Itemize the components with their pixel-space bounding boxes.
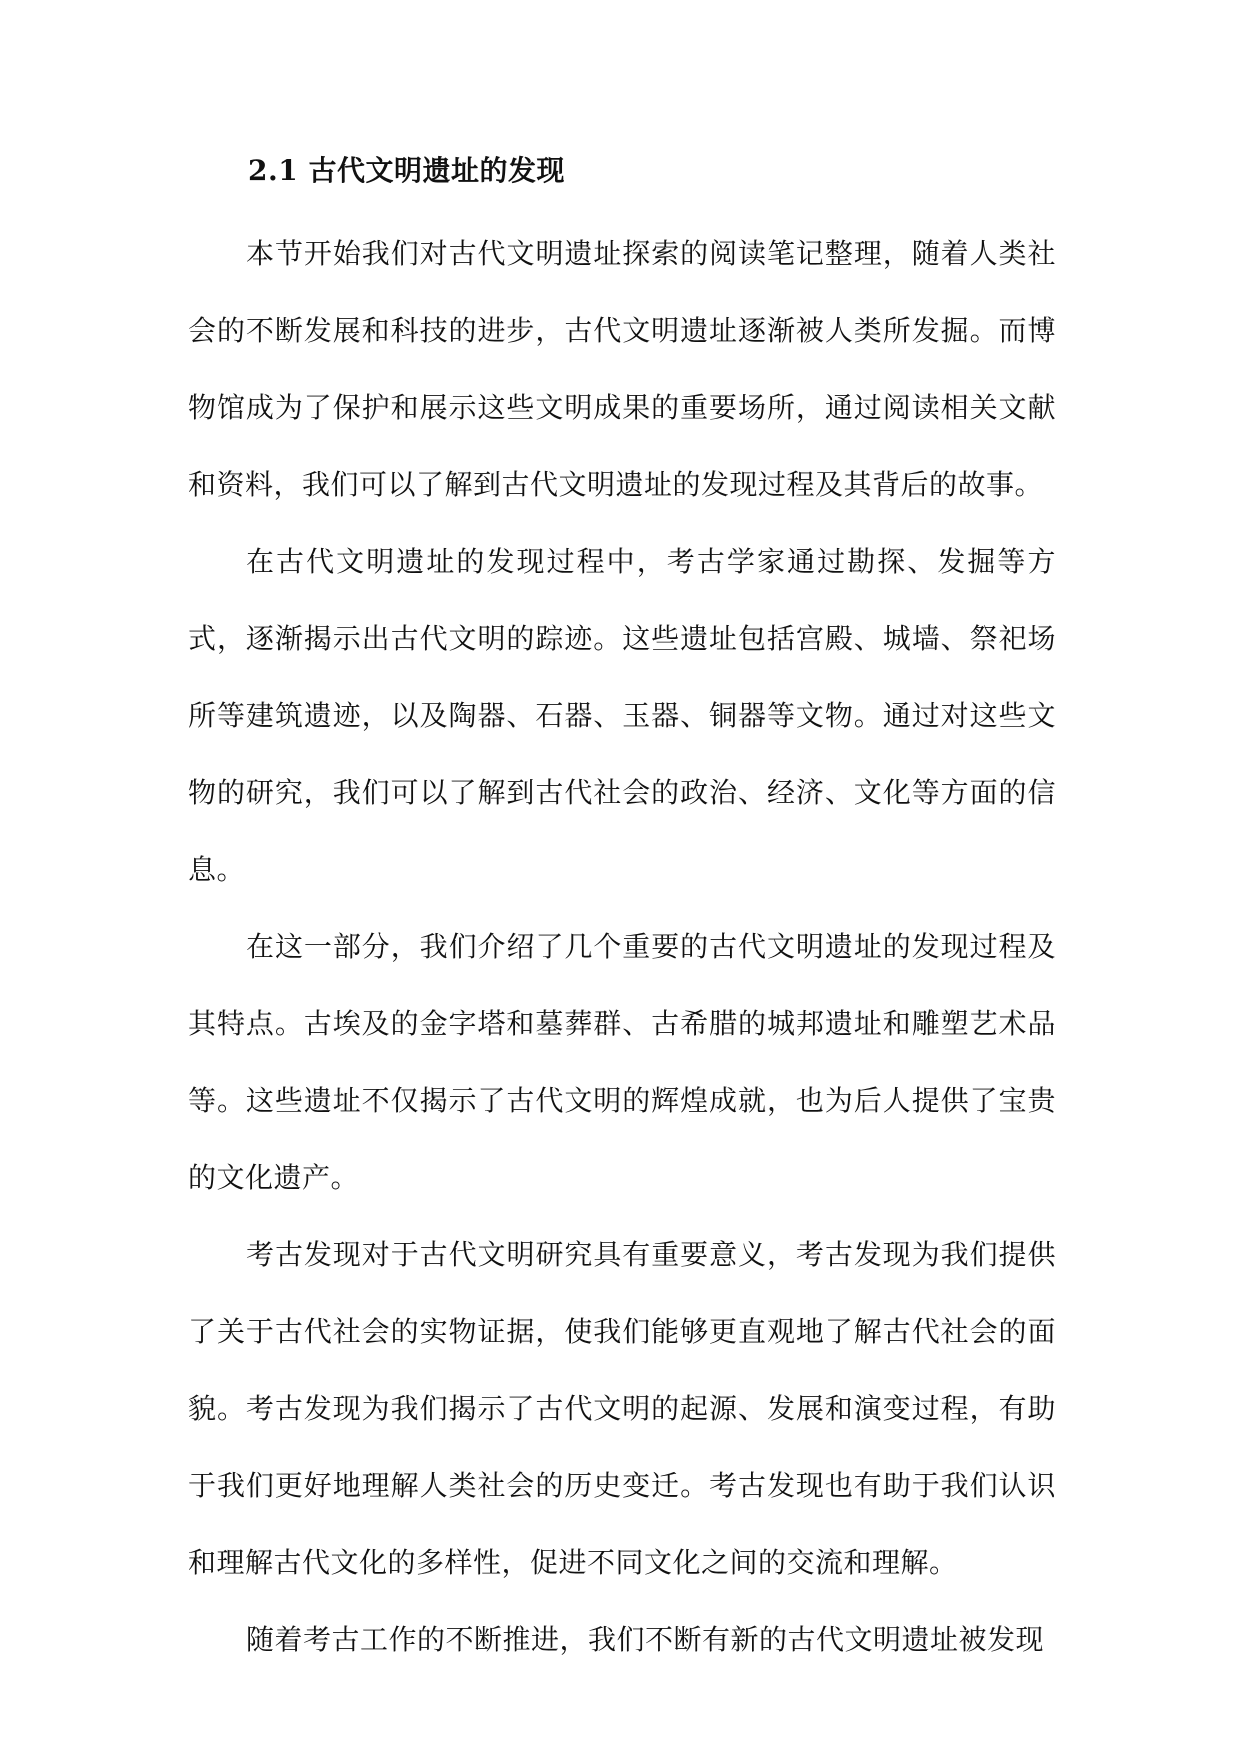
document-body (188, 147, 1056, 1678)
paragraph-4: 考古发现对于古代文明研究具有重要意义，考古发现为我们提供了关于古代社会的实物证据，使我们能够更直观地了解古代社会的面貌。考古发现为我们揭示了古代文明的起源、发展和演变过程，有助于我们更好地理解人类社会的历史变迁。考古发现也有助于我们认识和理解古代文化的多样性，促进不同文化之间的交流和理解。 (188, 1238, 1056, 1579)
paragraph-1: 本节开始我们对古代文明遗址探索的阅读笔记整理，随着人类社会的不断发展和科技的进步，古代文明遗址逐渐被人类所发掘。而博物馆成为了保护和展示这些文明成果的重要场所，通过阅读相关文献和资料，我们可以了解到古代文明遗址的发现过程及其背后的故事。 (188, 237, 1056, 501)
paragraph-3: 在这一部分，我们介绍了几个重要的古代文明遗址的发现过程及其特点。古埃及的金字塔和墓葬群、古希腊的城邦遗址和雕塑艺术品等。这些遗址不仅揭示了古代文明的辉煌成就，也为后人提供了宝贵的文化遗产。 (188, 930, 1056, 1194)
paragraph-5: 随着考古工作的不断推进，我们不断有新的古代文明遗址被发现 (246, 1623, 1045, 1656)
section-title: 2.1 古代文明遗址的发现 (248, 154, 565, 187)
paragraph-2: 在古代文明遗址的发现过程中，考古学家通过勘探、发掘等方式，逐渐揭示出古代文明的踪迹。这些遗址包括宫殿、城墙、祭祀场所等建筑遗迹，以及陶器、石器、玉器、铜器等文物。通过对这些文物的研究，我们可以了解到古代社会的政治、经济、文化等方面的信息。 (188, 545, 1056, 886)
